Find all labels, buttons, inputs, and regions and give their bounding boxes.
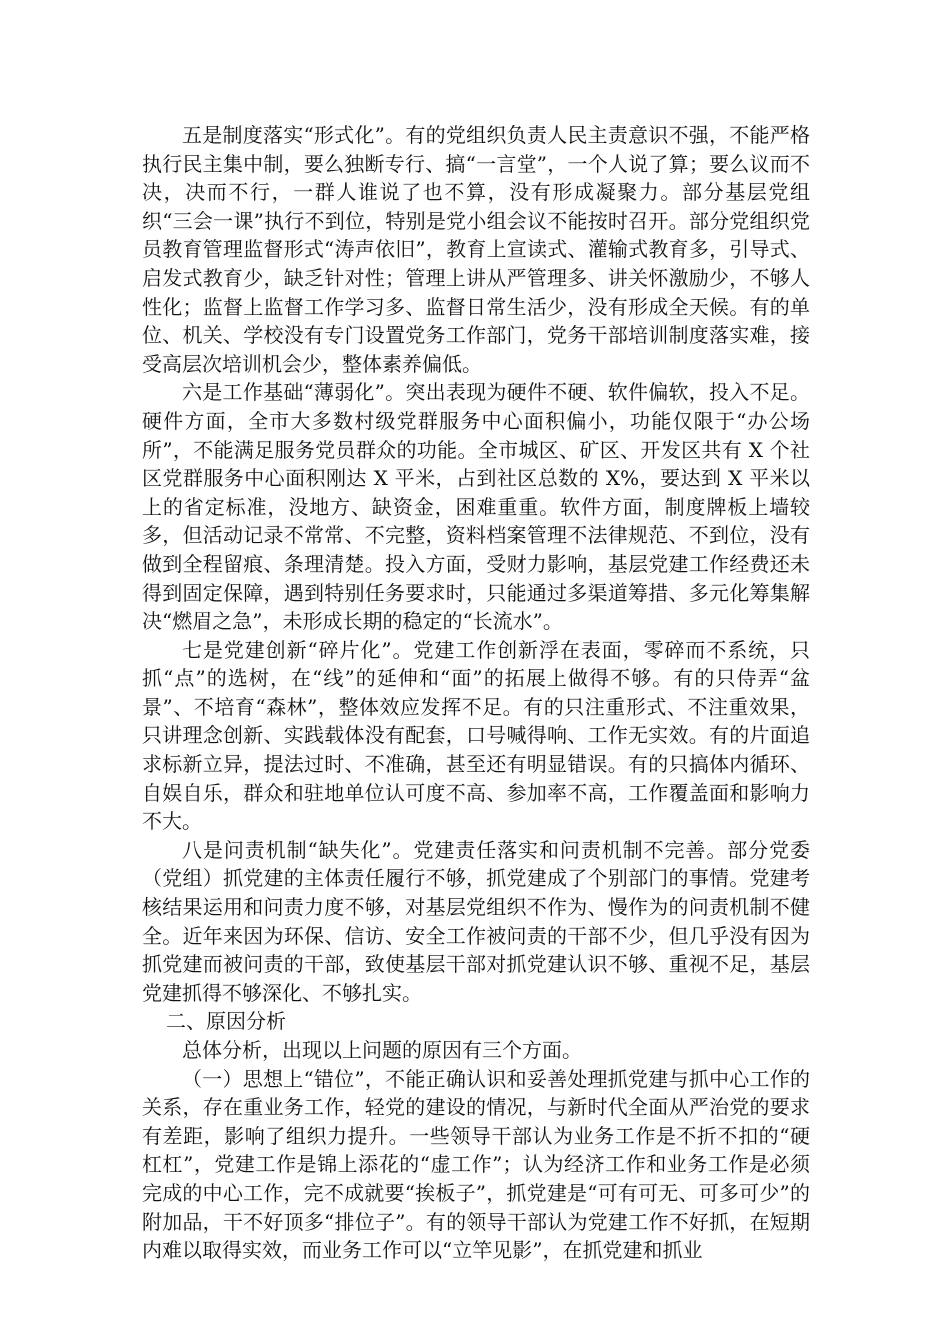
document-body (142, 121, 810, 1265)
paragraph-cause-one: （一）思想上“错位”，不能正确认识和妥善处理抓党建与抓中心工作的关系，存在重业务工作，轻党的建设的情况，与新时代全面从严治党的要求有差距，影响了组织力提升。一些领导干部认为业务工作是不折不扣的“硬杠杠”，党建工作是锦上添花的“虚工作”；认为经济工作和业务工作是必须完成的中心工作，完不成就要“挨板子”，抓党建是“可有可无、可多可少”的附加品，干不好顶多“排位子”。有的领导干部认为党建工作不好抓，在短期内难以取得实效，而业务工作可以“立竿见影”，在抓党建和抓业 (142, 1066, 810, 1263)
paragraph-five-formalism: 五是制度落实“形式化”。有的党组织负责人民主责意识不强，不能严格执行民主集中制，要么独断专行、搞“一言堂”，一个人说了算；要么议而不决，决而不行，一群人谁说了也不算，没有形成凝聚力。部分基层党组织“三会一课”执行不到位，特别是党小组会议不能按时召开。部分党组织党员教育管理监督形式“涛声依旧”，教育上宣读式、灌输式教育多，引导式、启发式教育少，缺乏针对性；管理上讲从严管理多、讲关怀激励少，不够人性化；监督上监督工作学习多、监督日常生活少，没有形成全天候。有的单位、机关、学校没有专门设置党务工作部门，党务干部培训制度落实难，接受高层次培训机会少，整体素养偏低。 (142, 123, 810, 376)
paragraph-eight-accountability: 八是问责机制“缺失化”。党建责任落实和问责机制不完善。部分党委（党组）抓党建的主体责任履行不够，抓党建成了个别部门的事情。党建考核结果运用和问责力度不够，对基层党组织不作为、慢作为的问责机制不健全。近年来因为环保、信访、安全工作被问责的干部不少，但几乎没有因为抓党建而被问责的干部，致使基层干部对抓党建认识不够、重视不足，基层党建抓得不够深化、不够扎实。 (142, 837, 810, 1005)
summary-paragraph: 总体分析，出现以上问题的原因有三个方面。 (182, 1038, 582, 1062)
section-heading-cause-analysis: 二、原因分析 (166, 1009, 286, 1034)
paragraph-six-weak-foundation: 六是工作基础“薄弱化”。突出表现为硬件不硬、软件偏软，投入不足。硬件方面，全市大多数村级党群服务中心面积偏小，功能仅限于“办公场所”，不能满足服务党员群众的功能。全市城区、矿区、开发区共有 X 个社区党群服务中心面积刚达 X 平米，占到社区总数的 X%，要达到 X 平米以上的省定标准，没地方、缺资金，困难重重。软件方面，制度牌板上墙较多，但活动记录不常常、不完整，资料档案管理不法律规范、不到位，没有做到全程留痕、条理清楚。投入方面，受财力影响，基层党建工作经费还未得到固定保障，遇到特别任务要求时，只能通过多渠道筹措、多元化筹集解决“燃眉之急”，未形成长期的稳定的“长流水”。 (142, 380, 810, 634)
paragraph-seven-fragmented-innovation: 七是党建创新“碎片化”。党建工作创新浮在表面，零碎而不系统，只抓“点”的选树，在“线”的延伸和“面”的拓展上做得不够。有的只侍弄“盆景”、不培育“森林”，整体效应发挥不足。有的只注重形式、不注重效果，只讲理念创新、实践载体没有配套，口号喊得响、工作无实效。有的片面追求标新立异，提法过时、不准确，甚至还有明显错误。有的只搞体内循环、自娱自乐，群众和驻地单位认可度不高、参加率不高，工作覆盖面和影响力不大。 (142, 637, 810, 834)
